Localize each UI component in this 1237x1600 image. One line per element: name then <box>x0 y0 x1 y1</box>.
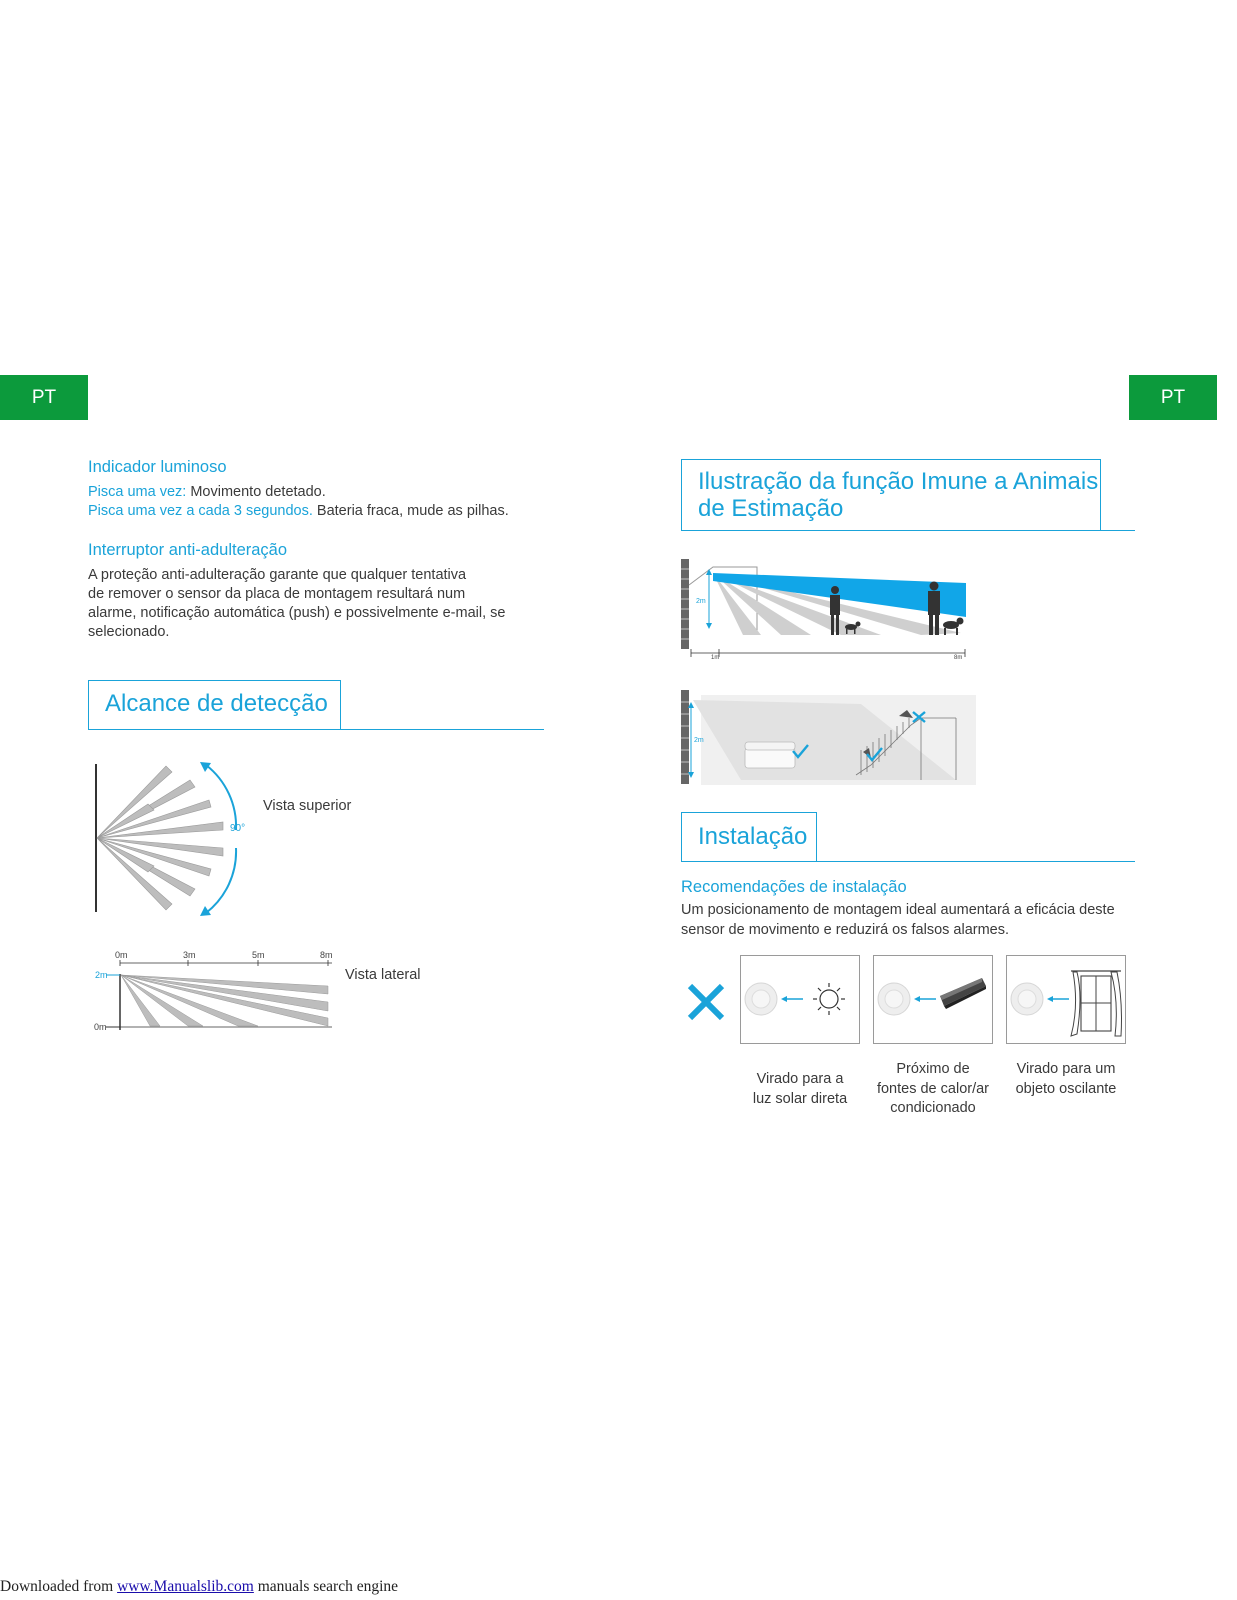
language-tab-right: PT <box>1129 375 1217 420</box>
tick-8m: 8m <box>320 950 333 960</box>
interruptor-line-4: selecionado. <box>88 624 170 640</box>
top-view-label: Vista superior <box>263 798 352 814</box>
height-2m: 2m <box>95 970 108 980</box>
pet-dist-end: 8m <box>954 655 963 661</box>
caption-heat-source: Próximo de fontes de calor/ar condicionado <box>876 1061 990 1116</box>
alcance-heading: Alcance de detecção <box>105 690 328 717</box>
top-view-diagram <box>88 760 258 920</box>
alcance-heading-box <box>88 680 341 730</box>
pet-immune-room-illustration <box>681 690 981 790</box>
pet-dist-start: 1m <box>711 655 720 661</box>
interruptor-line-2: de remover o sensor da placa de montagem resultará num <box>88 586 466 602</box>
instalacao-heading: Instalação <box>698 823 808 850</box>
instalacao-subtitle: Recomendações de instalação <box>681 878 907 896</box>
not-recommended-x-icon <box>686 982 726 1022</box>
height-0m: 0m <box>94 1022 107 1032</box>
language-tab-left: PT <box>0 375 88 420</box>
indicador-line-2: Pisca uma vez a cada 3 segundos. Bateria fraca, mude as pilhas. <box>88 503 509 519</box>
side-view-label: Vista lateral <box>345 967 421 983</box>
interruptor-line-1: A proteção anti-adulteração garante que qualquer tentativa <box>88 567 467 583</box>
tick-5m: 5m <box>252 950 265 960</box>
curtain-icon <box>1007 956 1125 1043</box>
air-conditioner-icon <box>874 956 992 1043</box>
download-footer: Downloaded from www.Manualslib.com manuals search engine <box>0 1578 399 1595</box>
ilustracao-heading-box <box>681 459 1101 531</box>
interruptor-line-3: alarme, notificação automática (push) e possivelmente e-mail, se <box>88 605 506 621</box>
room-height-label: 2m <box>694 737 704 744</box>
instalacao-rule <box>817 861 1135 862</box>
ilustracao-heading-line-2: de Estimação <box>698 495 844 522</box>
instalacao-line-2: sensor de movimento e reduzirá os falsos alarmes. <box>681 922 1010 938</box>
angle-label: 90° <box>230 823 246 834</box>
tick-3m: 3m <box>183 950 196 960</box>
alcance-rule <box>341 729 544 730</box>
caption-sunlight: Virado para a luz solar direta <box>752 1071 848 1107</box>
side-view-diagram <box>88 948 338 1038</box>
heat-source-panel <box>873 955 993 1044</box>
instalacao-line-1: Um posicionamento de montagem ideal aumentará a eficácia deste <box>681 902 1115 918</box>
ilustracao-rule <box>1101 530 1135 531</box>
sun-icon <box>741 956 859 1043</box>
instalacao-heading-box <box>681 812 817 862</box>
manualslib-link[interactable]: www.Manualslib.com <box>117 1578 254 1595</box>
ilustracao-heading-line-1: Ilustração da função Imune a Animais <box>698 468 1099 495</box>
oscillating-object-panel <box>1006 955 1126 1044</box>
indicador-title: Indicador luminoso <box>88 458 227 476</box>
interruptor-title: Interruptor anti-adulteração <box>88 541 288 559</box>
pet-height-label: 2m <box>696 598 706 605</box>
indicador-line-1: Pisca uma vez: Movimento detetado. <box>88 484 326 500</box>
sunlight-panel <box>740 955 860 1044</box>
caption-oscillating: Virado para um objeto oscilante <box>1015 1061 1117 1097</box>
tick-0m: 0m <box>115 950 128 960</box>
pet-immune-side-illustration <box>681 555 981 670</box>
